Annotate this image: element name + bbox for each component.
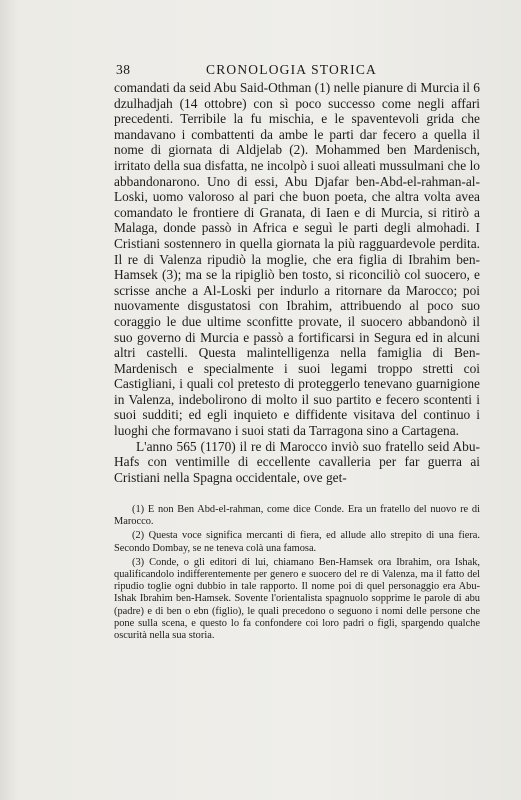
main-text xyxy=(114,80,480,485)
footnote: (3) Conde, o gli editori di lui, chiamano Ben-Hamsek ora Ibrahim, ora Ishak, qualificandolo indifferentemente per genero e suocero del re di Valenza, ma il fatto del ripudio toglie ogni dubbio in tale rapporto. Il nome poi di quel personaggio era Abu-Ishak Ibrahim ben-Hamsek. Sovente l'orientalista spagnuolo sopprime le parole di abu (padre) e di ben o ebn (figlio), le quali precedono o seguono i nomi delle persone che pone sulla scena, e questo lo fa confondere coi loro padri o figli, spargendo qualche oscurità nella sua storia. xyxy=(114,556,480,642)
footnotes xyxy=(114,504,480,644)
footnote: (1) E non Ben Abd-el-rahman, come dice Conde. Era un fratello del nuovo re di Marocco. xyxy=(114,504,480,528)
running-title: CRONOLOGIA STORICA xyxy=(206,62,377,77)
page-number: 38 xyxy=(116,62,131,77)
paragraph: L'anno 565 (1170) il re di Marocco inviò suo fratello seid Abu-Hafs con ventimille di eccellente cavalleria per far guerra ai Cristiani nella Spagna occidentale, ove get- xyxy=(114,438,480,485)
paragraph: comandati da seid Abu Said-Othman (1) nelle pianure di Murcia il 6 dzulhadjah (14 ottobre) con sì poco successo come negli affari precedenti. Terribile la fu mischia, e le spaventevoli grida che mandavano i combattenti da ambe le parti dar fecero a quella il nome di giornata di Aldjelab (2). Mohammed ben Mardenisch, irritato della sua disfatta, ne incolpò i suoi alleati mussulmani che lo abbandonarono. Uno di essi, Abu Djafar ben-Abd-el-rahman-al-Loski, uomo valoroso al pari che buon poeta, che altra volta avea comandato le frontiere di Granata, di Iaen e di Murcia, si ritirò a Malaga, donde passò in Africa e seguì le parti degli almohadi. I Cristiani sostennero in quella giornata la più ragguardevole perdita. Il re di Valenza ripudiò la moglie, che era figlia di Ibrahim ben-Hamsek (3); ma se la ripigliò ben tosto, si riconciliò col suocero, e scrisse anche a Al-Loski per indurlo a ritornare da Marocco; poi nuovamente disgustatosi con Ibrahim, attribuendo al poco suo coraggio le due ultime sconfitte provate, il suocero abbandonò il suo governo di Murcia e passò a fortificarsi in Segura ed in alcuni altri castelli. Questa malintelligenza nella famiglia di Ben-Mardenisch e specialmente i suoi legami troppo stretti coi Castigliani, i quali col pretesto di proteggerlo tenevano guarnigione in Valenza, indebolirono di molto il suo partito e fecero scontenti i suoi sudditi; ed egli inquieto e diffidente visitava del continuo i luoghi che formavano i suoi stati da Tarragona sino a Cartagena. xyxy=(114,80,480,439)
footnote: (2) Questa voce significa mercanti di fiera, ed allude allo strepito di una fiera. Secondo Dombay, se ne teneva colà una famosa. xyxy=(114,530,480,554)
